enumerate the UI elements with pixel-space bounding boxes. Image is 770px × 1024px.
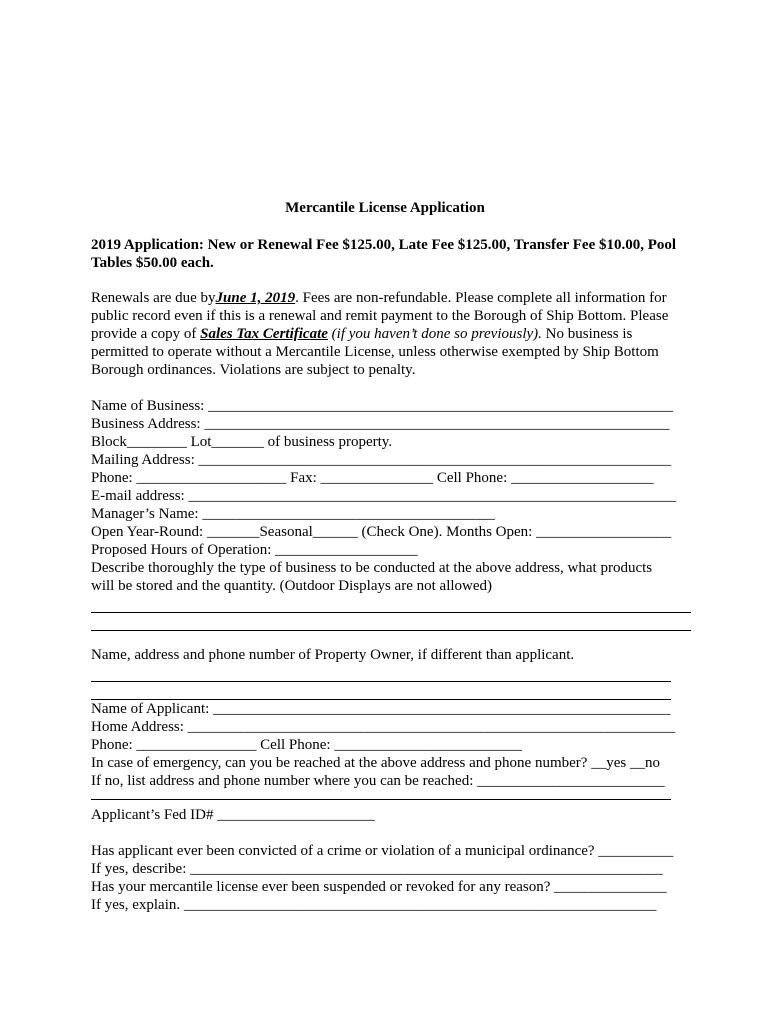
describe-business-label-2: will be stored and the quantity. (Outdoor Displays are not allowed) [91, 578, 493, 594]
describe-business-label-1: Describe thoroughly the type of business to be conducted at the above address, what products [91, 560, 653, 576]
due-date: June 1, 2019 [215, 290, 296, 306]
fee-schedule: 2019 Application: New or Renewal Fee $125.00, Late Fee $125.00, Transfer Fee $10.00, Pool Tables $50.00 each. [91, 237, 677, 271]
property-owner-label: Name, address and phone number of Property Owner, if different than applicant. [91, 647, 575, 663]
hours-of-operation-field[interactable]: Proposed Hours of Operation: ___________________ [91, 542, 418, 558]
mailing-address-field[interactable]: Mailing Address: _______________________________________________________________ [91, 452, 671, 468]
property-owner-section [91, 646, 691, 700]
name-of-business-field[interactable]: Name of Business: ______________________________________________________________ [91, 398, 674, 414]
home-address-field[interactable]: Home Address: _________________________________________________________________ [91, 719, 676, 735]
intro-text-1: Renewals are due by [91, 290, 216, 306]
intro-text-4: No business is permitted to operate without a Mercantile License, unless otherwise exempted by Ship Bottom Borough ordinances. Violations are subject to penalty. [91, 326, 659, 378]
business-info-section [91, 397, 691, 631]
emergency-contact-question[interactable]: In case of emergency, can you be reached at the above address and phone number? __yes __no [91, 755, 660, 771]
alternate-contact-field[interactable]: If no, list address and phone number where you can be reached: _________________________ [91, 773, 665, 789]
applicant-phone-cell-field[interactable]: Phone: ________________ Cell Phone: _________________________ [91, 737, 522, 753]
open-season-field[interactable]: Open Year-Round: _______Seasonal______ (Check One). Months Open: __________________ [91, 524, 672, 540]
history-section [91, 842, 691, 914]
conviction-describe-field[interactable]: If yes, describe: _______________________________________________________________ [91, 861, 663, 877]
fed-id-field[interactable]: Applicant’s Fed ID# _____________________ [91, 807, 375, 823]
suspension-explain-field[interactable]: If yes, explain. _______________________________________________________________ [91, 897, 657, 913]
describe-line-1[interactable] [91, 612, 691, 613]
fed-id-section [91, 806, 691, 824]
describe-line-2[interactable] [91, 630, 691, 631]
intro-text-2: . Fees are non-refundable. Please complete all information for public record even if this is a renewal and remit payment to the Borough of Ship Bottom. Please provide a copy of [91, 290, 669, 342]
suspension-question[interactable]: Has your mercantile license ever been suspended or revoked for any reason? _______________ [91, 879, 667, 895]
business-address-field[interactable]: Business Address: ______________________________________________________________ [91, 416, 670, 432]
alternate-contact-line[interactable] [91, 799, 671, 800]
applicant-section [91, 700, 691, 800]
applicant-name-field[interactable]: Name of Applicant: _____________________________________________________________ [91, 701, 671, 717]
owner-line-1[interactable] [91, 681, 671, 682]
manager-name-field[interactable]: Manager’s Name: _______________________________________ [91, 506, 495, 522]
conviction-question[interactable]: Has applicant ever been convicted of a crime or violation of a municipal ordinance? __________ [91, 843, 674, 859]
block-lot-field[interactable]: Block________ Lot_______ of business property. [91, 434, 393, 450]
intro-paragraph [91, 289, 691, 379]
intro-italic-note: (if you haven’t done so previously). [331, 326, 542, 342]
sales-tax-certificate: Sales Tax Certificate [200, 326, 328, 342]
phone-fax-cell-field[interactable]: Phone: ____________________ Fax: _______________ Cell Phone: ___________________ [91, 470, 654, 486]
email-field[interactable]: E-mail address: _________________________________________________________________ [91, 488, 676, 504]
page-title: Mercantile License Application [285, 200, 485, 216]
